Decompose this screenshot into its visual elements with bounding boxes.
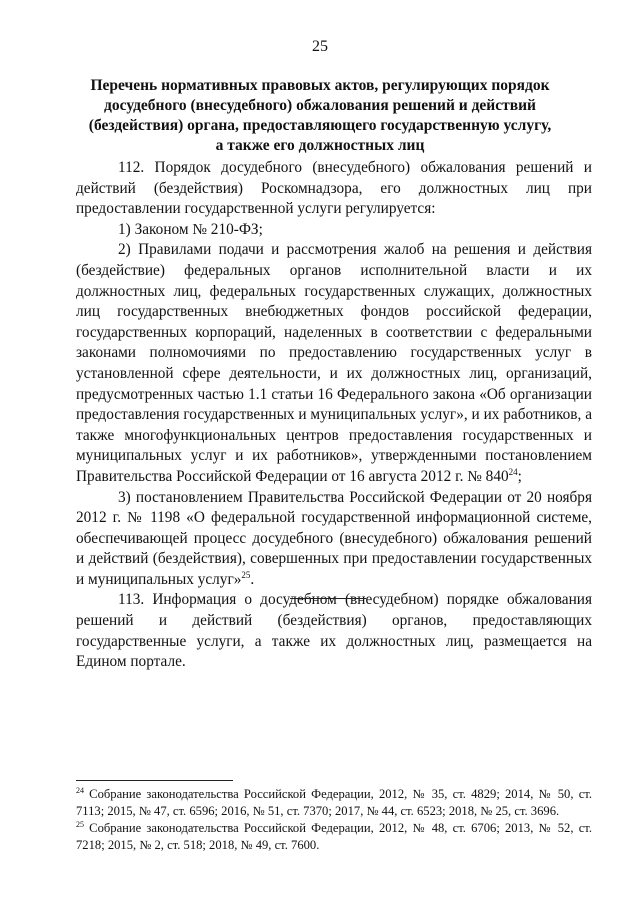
page-number: 25	[312, 38, 328, 55]
section-title: Перечень нормативных правовых актов, регулирующих порядок досудебного (внесудебного) обжалования решений и действий (бездействия) органа, предоставляющего государственную услугу, а также его должностных лиц	[88, 77, 552, 154]
section-divider	[290, 598, 366, 599]
document-body	[76, 158, 592, 673]
list-item-2: 2) Правилами подачи и рассмотрения жалоб на решения и действия (бездействие) федеральных органов исполнительной власти и их должностных лиц, федеральных государственных служащих, должностных лиц государственных внебюджетных фондов российской федерации, государственных корпораций, наделенных в соответствии с федеральными законами полномочиями по предоставлению государственных услуг в установленной сфере деятельности, и их должностных лиц, организаций, предусмотренных частью 1.1 статьи 16 Федерального закона «Об организации предоставления государственных и муниципальных услуг», и их работников, а также многофункциональных центров предоставления государственных и муниципальных услуг и их работников», утвержденными постановлением Правительства Российской Федерации от 16 августа 2012 г. № $840^{24}$;	[76, 241, 592, 485]
footnote-ref-25[interactable]: 25	[241, 569, 251, 580]
list-item-1: 1) Законом № 210-ФЗ;	[118, 220, 263, 238]
paragraph-113: 113. Информация о досудебном (внесудебном) порядке обжалования решений и действий (бездействия) органов, предоставляющих государственные услуги, а также их должностных лиц, размещается на Едином портале.	[76, 591, 592, 671]
footnotes	[76, 786, 592, 854]
list-item-3: 3) постановлением Правительства Российской Федерации от 20 ноября 2012 г. № 1198 «О федеральной государственной информационной системе, обеспечивающей процесс досудебного (внесудебного) обжалования решений и действий (бездействия), совершенных при предоставлении государственных и муниципальных услуг»$^{25}$.	[76, 488, 592, 588]
footnote-25: $^{25}$ Собрание законодательства Российской Федерации, 2012, № 48, ст. 6706; 2013, № 52, ст. 7218; 2015, № 2, ст. 518; 2018, № 49, ст. 7600.	[76, 819, 592, 852]
footnote-separator	[76, 780, 233, 781]
footnote-24: $^{24}$ Собрание законодательства Российской Федерации, 2012, № 35, ст. 4829; 2014, № 50, ст. 7113; 2015, № 47, ст. 6596; 2016, № 51, ст. 7370; 2017, № 44, ст. 6523; 2018, № 25, ст. 3696.	[76, 785, 592, 818]
paragraph-112: 112. Порядок досудебного (внесудебного) обжалования решений и действий (бездействия) Роскомнадзора, его должностных лиц при предоставлении государственной услуги регулируется:	[76, 159, 592, 218]
footnote-ref-24[interactable]: 24	[508, 466, 518, 477]
